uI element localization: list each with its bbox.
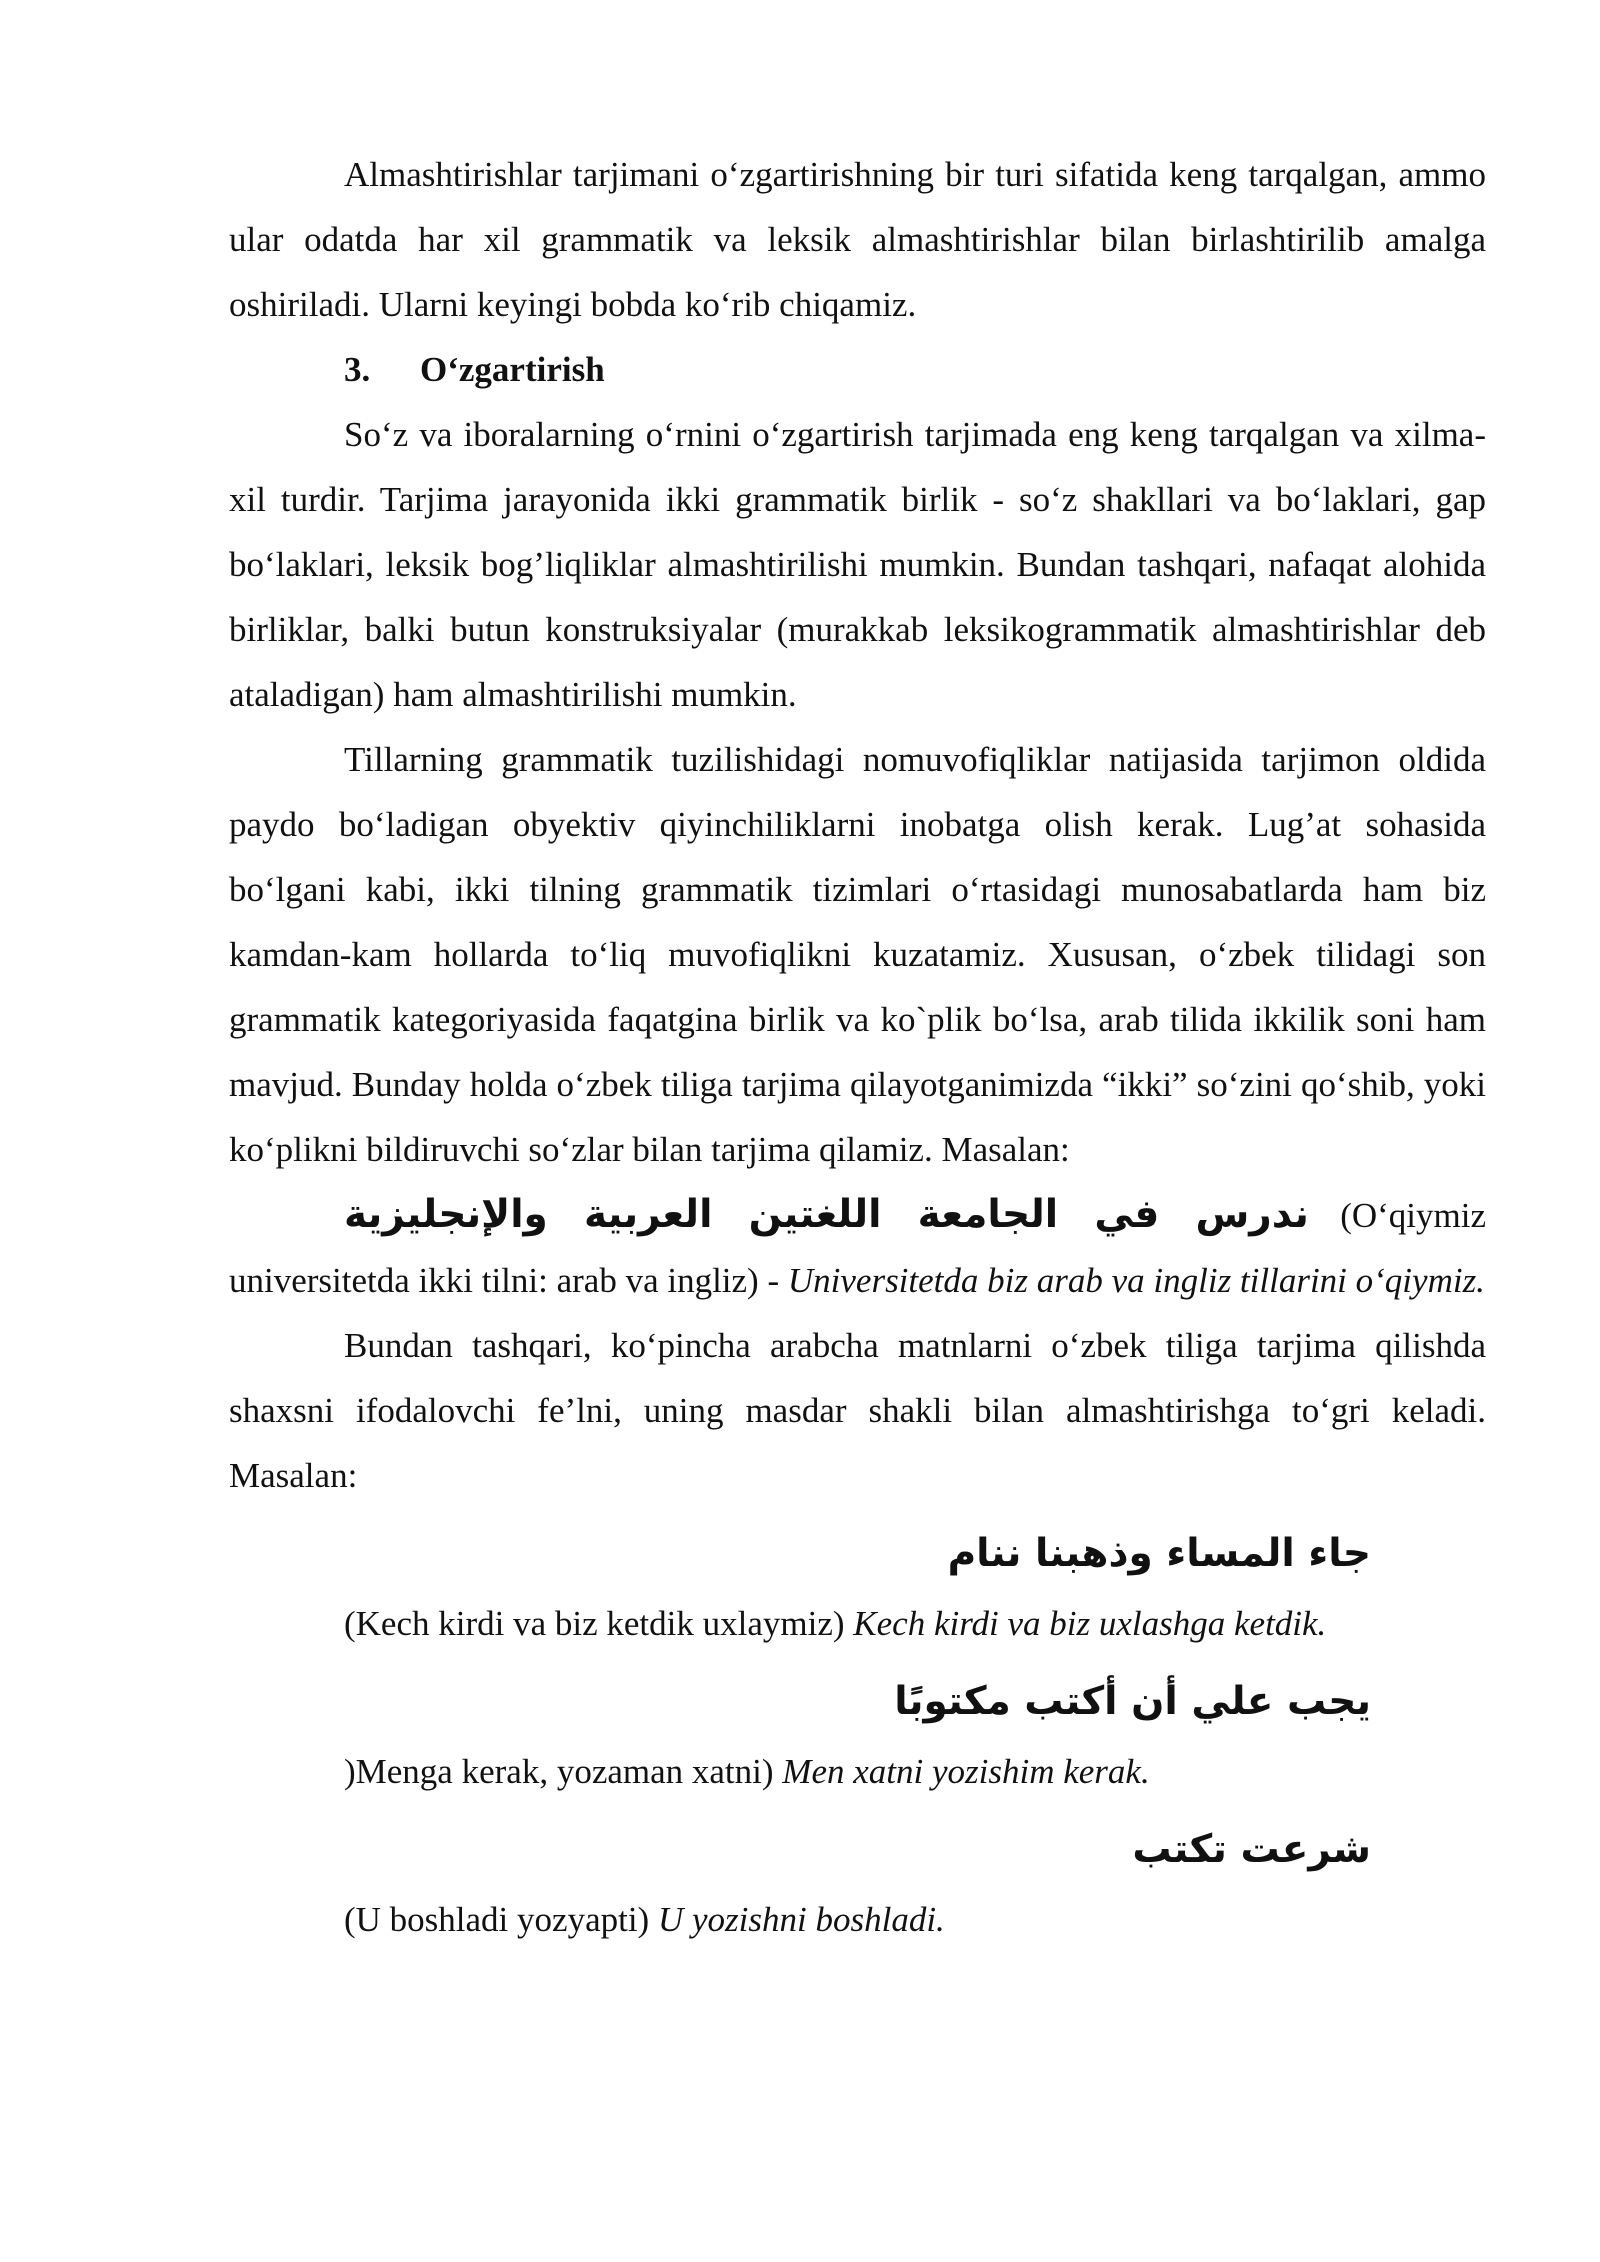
example-dual-number (229, 1182, 1486, 1313)
paragraph-replacement: So‘z va iboralarning o‘rnini o‘zgartirish tarjimada eng keng tarqalgan va xilma-xil turdir. Tarjima jarayonida ikki grammatik birlik - so‘z shakllari va bo‘laklari, gap bo‘laklari, leksik bog’liqliklar almashtirilishi mumkin. Bundan tashqari, nafaqat alohida birliklar, balki butun konstruksiyalar (murakkab leksikogrammatik almashtirishlar deb ataladigan) ham almashtirilishi mumkin. (229, 415, 1486, 714)
example-arabic-sentence: جاء المساء وذهبنا ننام (947, 1531, 1371, 1576)
section-heading (229, 337, 1486, 402)
example-line (229, 1591, 1486, 1656)
section-title: O‘zgartirish (420, 350, 605, 389)
example-translation: U yozishni boshladi. (657, 1900, 945, 1939)
example-translation: Men xatni yozishim kerak. (782, 1752, 1150, 1791)
example-arabic-sentence: شرعت تكتب (1132, 1827, 1371, 1872)
example-literal-translation: (Kech kirdi va biz ketdik uxlaymiz) (344, 1604, 854, 1643)
section-number: 3. (344, 350, 371, 389)
paragraph-grammar: Tillarning grammatik tuzilishidagi nomuvofiqliklar natijasida tarjimon oldida paydo bo‘ladigan obyektiv qiyinchiliklarni inobatga olish kerak. Lug’at sohasida bo‘lgani kabi, ikki tilning grammatik tizimlari o‘rtasidagi munosabatlarda ham biz kamdan-kam hollarda to‘liq muvofiqlikni kuzatamiz. Xususan, o‘zbek tilidagi son grammatik kategoriyasida faqatgina birlik va ko`plik bo‘lsa, arab tilida ikkilik soni ham mavjud. Bunday holda o‘zbek tiliga tarjima qilayotganimizda “ikki” so‘zini qo‘shib, yoki ko‘plikni bildiruvchi so‘zlar bilan tarjima qilamiz. Masalan: (229, 740, 1486, 1169)
example-translation: Universitetda biz arab va ingliz tillarini o‘qiymiz. (787, 1261, 1485, 1300)
example-literal-translation: )Menga kerak, yozaman xatni) (344, 1752, 783, 1791)
example-literal-translation: (U boshladi yozyapti) (344, 1900, 658, 1939)
paragraph-masdar: Bundan tashqari, ko‘pincha arabcha matnlarni o‘zbek tiliga tarjima qilishda shaxsni ifodalovchi fe’lni, uning masdar shakli bilan almashtirishga to‘gri keladi. Masalan: (229, 1326, 1486, 1495)
example-line (229, 1887, 1486, 1952)
example-line (229, 1739, 1486, 1804)
document-page (229, 142, 1486, 1952)
example-literal-translation: (O‘qiymiz universitetda ikki tilni: arab va ingliz) - (229, 1196, 1486, 1300)
example-arabic-sentence: ندرس في الجامعة اللغتين العربية والإنجليزية (344, 1192, 1309, 1237)
example-arabic-sentence: يجب علي أن أكتب مكتوبًا (894, 1679, 1371, 1724)
paragraph-intro: Almashtirishlar tarjimani o‘zgartirishning bir turi sifatida keng tarqalgan, ammo ular odatda har xil grammatik va leksik almashtirishlar bilan birlashtirilib amalga oshiriladi. Ularni keyingi bobda ko‘rib chiqamiz. (229, 155, 1486, 324)
example-translation: Kech kirdi va biz uxlashga ketdik. (853, 1604, 1327, 1643)
